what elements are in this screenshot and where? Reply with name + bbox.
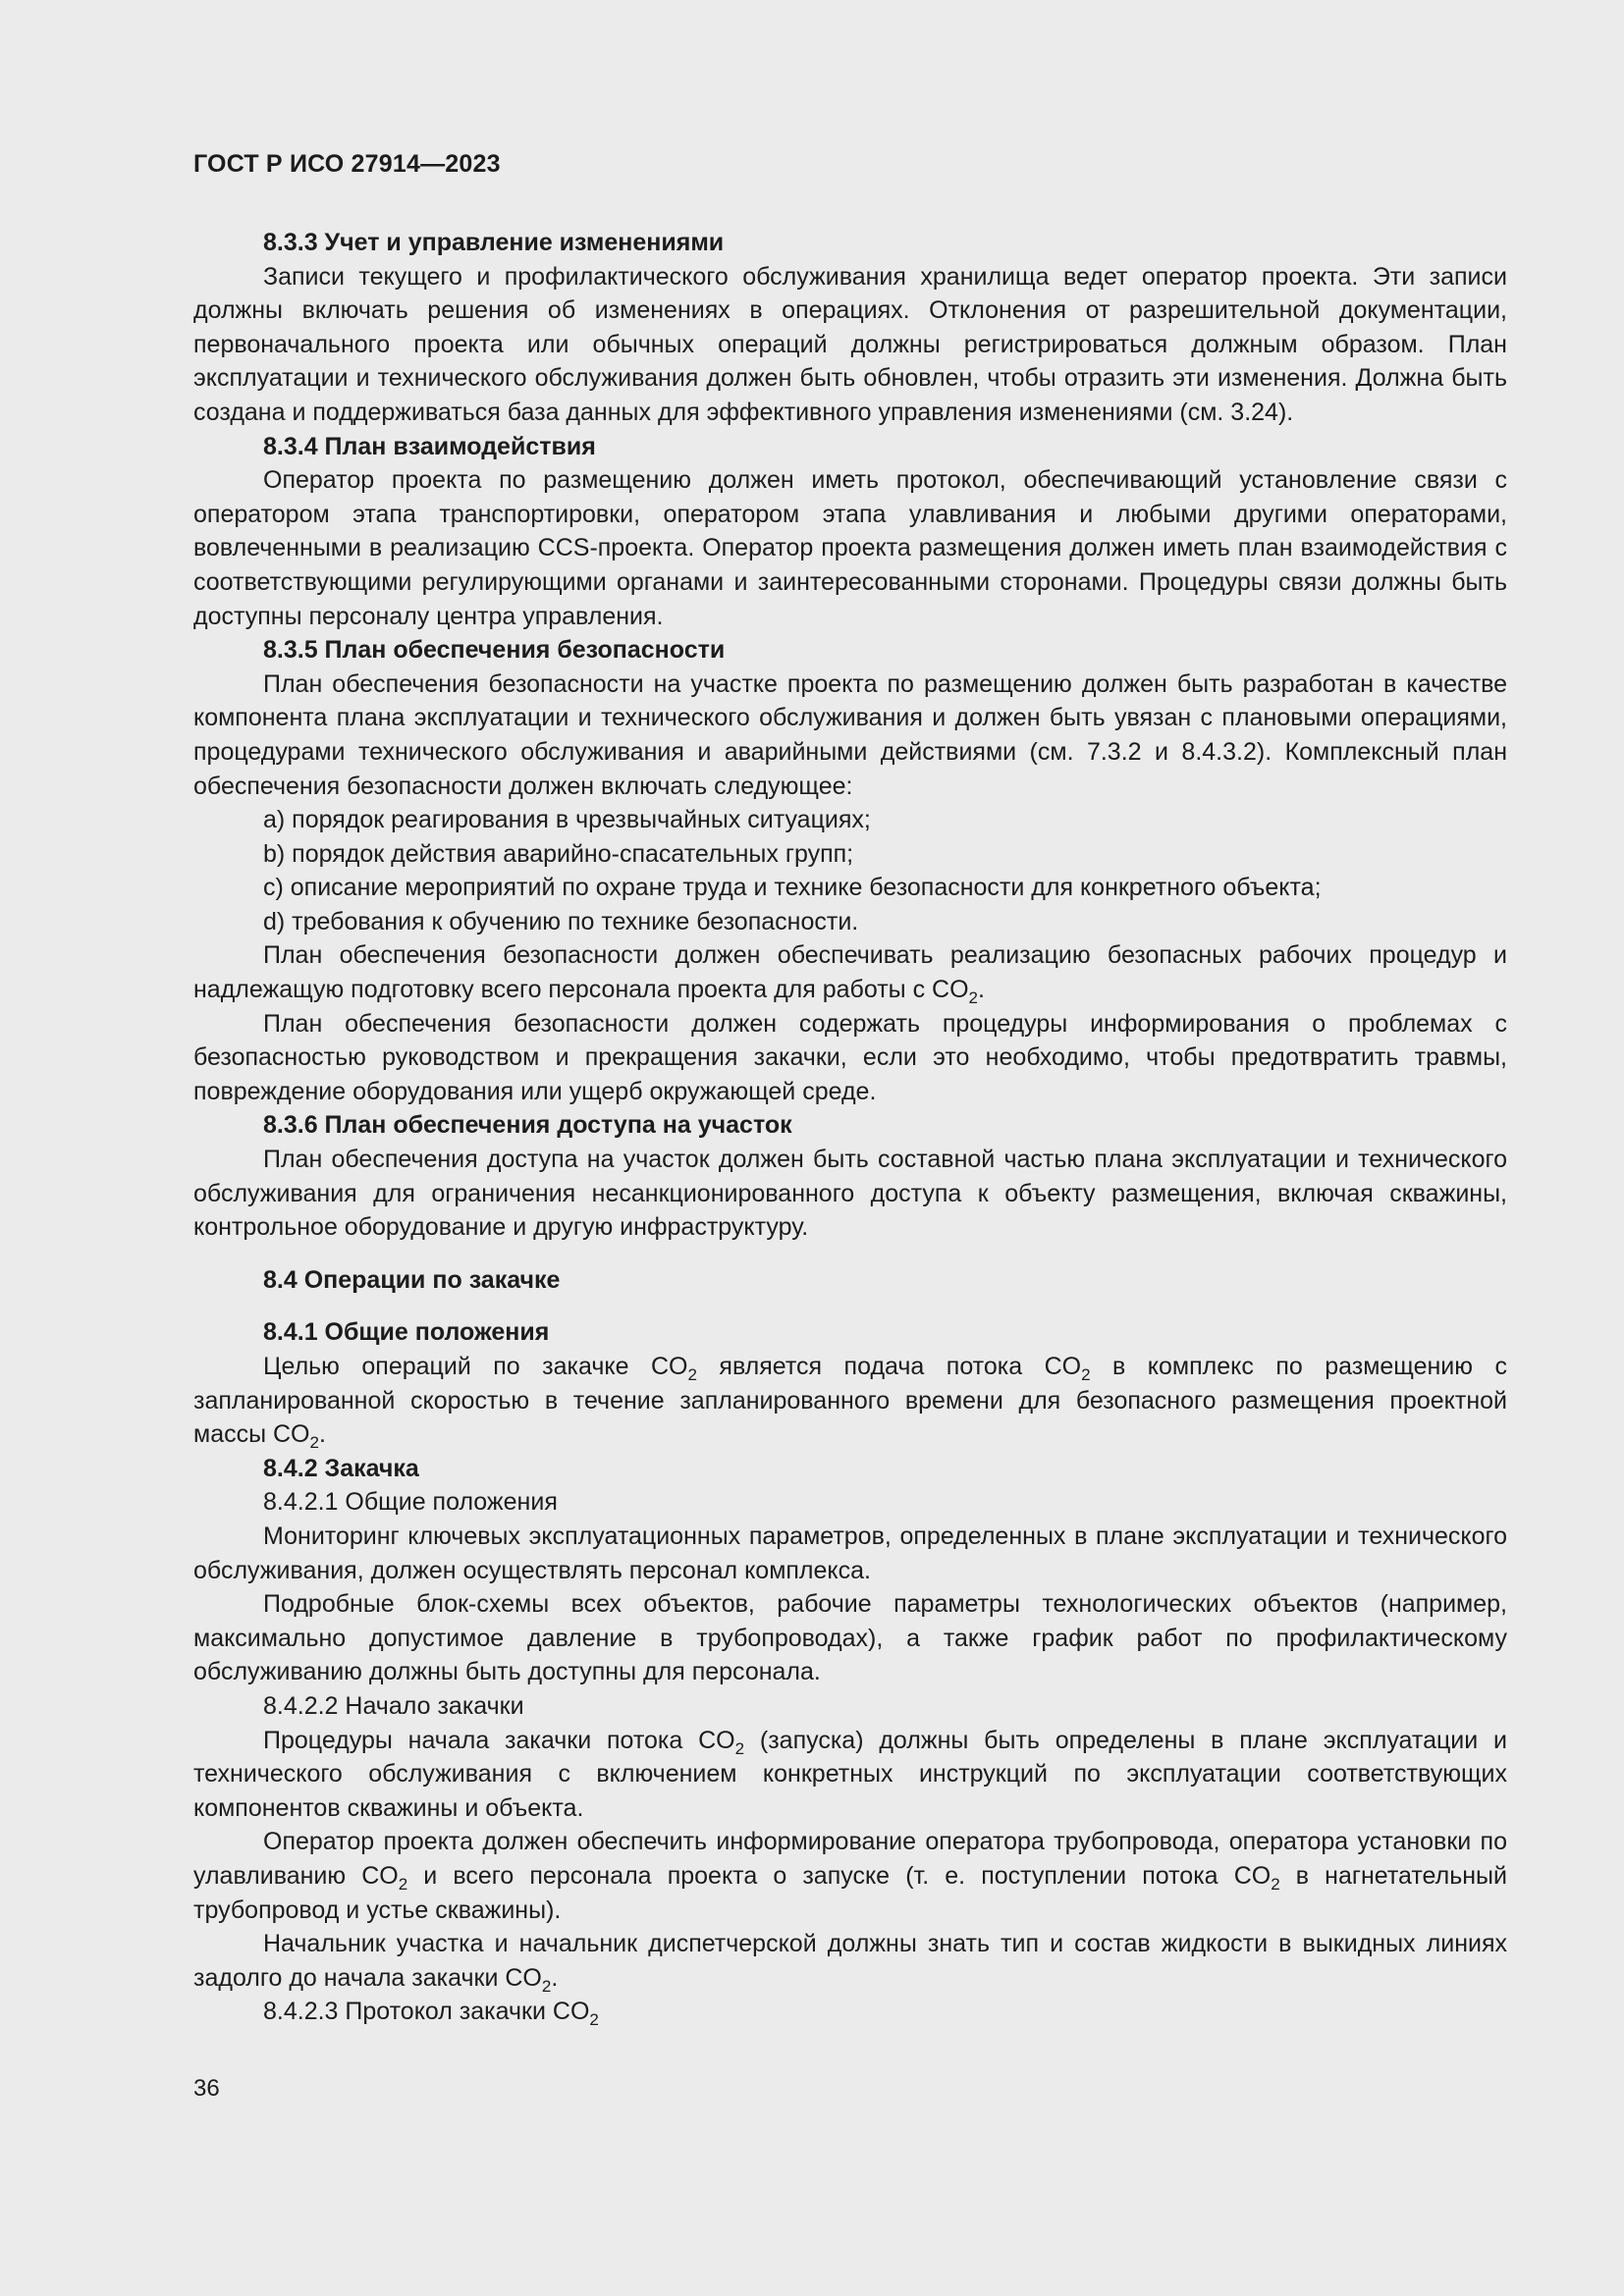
text-run: План обеспечения безопасности должен обеспечивать реализацию безопасных рабочих процедур и надлежащую подготовку всего персонала проекта для работы с CO — [193, 941, 1507, 1004]
subsection-heading-8-4-2-1: 8.4.2.1 Общие положения — [263, 1488, 558, 1517]
text-run: является подача потока CO — [696, 1353, 1082, 1380]
paragraph — [193, 1350, 1507, 1452]
paragraph — [193, 938, 1507, 1006]
text-run: Процедуры начала закачки потока CO — [263, 1726, 735, 1754]
paragraph: Мониторинг ключевых эксплуатационных параметров, определенных в плане эксплуатации и технического обслуживания, должен осуществлять персонал комплекса. — [193, 1522, 1507, 1584]
section-heading-8-3-3: 8.3.3 Учет и управление изменениями — [263, 229, 725, 256]
subscript: 2 — [398, 1874, 408, 1894]
page-number: 36 — [193, 2075, 220, 2102]
subsection-heading-8-4-2-3 — [193, 1995, 1507, 2029]
section-heading-8-3-6: 8.3.6 План обеспечения доступа на участок — [263, 1111, 792, 1140]
text-run: 8.4.2.3 Протокол закачки CO — [263, 1998, 590, 2026]
section-heading-8-4-2: 8.4.2 Закачка — [263, 1454, 419, 1482]
text-run: Начальник участка и начальник диспетчерской должны знать тип и состав жидкости в выкидных линиях задолго до начала закачки CO — [193, 1930, 1507, 1992]
section-heading-8-4-1: 8.4.1 Общие положения — [263, 1318, 550, 1347]
text-run: Целью операций по закачке CO — [263, 1353, 688, 1380]
section-heading-8-3-4: 8.3.4 План взаимодействия — [263, 432, 596, 460]
text-run: . — [551, 1963, 559, 1992]
subscript: 2 — [968, 988, 979, 1008]
text-run: Оператор проекта должен обеспечить информирование оператора трубопровода, оператора установки по улавливанию CO — [193, 1828, 1507, 1890]
subscript: 2 — [1081, 1365, 1091, 1384]
paragraph: Оператор проекта по размещению должен иметь протокол, обеспечивающий установление связи с оператором этапа транспортировки, оператором этапа улавливания и любыми другими операторами, вовлеченными в реализацию CCS-проекта. Оператор проекта размещения должен иметь план взаимодействия с соответствующими регулирующими органами и заинтересованными сторонами. Процедуры связи должны быть доступны персоналу центра управления. — [193, 466, 1507, 630]
paragraph — [193, 1927, 1507, 1995]
document-header: ГОСТ Р ИСО 27914—2023 — [193, 150, 501, 178]
subscript: 2 — [541, 1976, 552, 1996]
paragraph: Подробные блок-схемы всех объектов, рабочие параметры технологических объектов (например, максимально допустимое давление в трубопроводах), а также график работ по профилактическому обслуживанию должны быть доступны для персонала. — [193, 1590, 1507, 1686]
subscript: 2 — [687, 1365, 697, 1384]
text-run: . — [318, 1420, 326, 1449]
list-item: d) требования к обучению по технике безопасности. — [263, 907, 859, 935]
paragraph: План обеспечения безопасности должен содержать процедуры информирования о проблемах с безопасностью руководством и прекращения закачки, если это необходимо, чтобы предотвратить травмы, повреждение оборудования или ущерб окружающей среде. — [193, 1009, 1507, 1105]
subscript: 2 — [1271, 1874, 1280, 1894]
text-run: (запуска) должны быть определены в плане эксплуатации и технического обслуживания с включением конкретных инструкций по эксплуатации соответствующих компонентов скважины и объекта. — [193, 1726, 1507, 1822]
paragraph: План обеспечения безопасности на участке проекта по размещению должен быть разработан в качестве компонента плана эксплуатации и технического обслуживания и должен быть увязан с плановыми операциями, процедурами технического обслуживания и аварийными действиями (см. 7.3.2 и 8.4.3.2). Комплексный план обеспечения безопасности должен включать следующее: — [193, 669, 1507, 800]
paragraph — [193, 1825, 1507, 1927]
subsection-heading-8-4-2-2: 8.4.2.2 Начало закачки — [263, 1691, 524, 1720]
text-run: в комплекс по размещению с запланированной скоростью в течение запланированного времени для безопасного размещения проектной массы CO — [193, 1353, 1507, 1449]
text-run: и всего персонала проекта о запуске (т. е. поступлении потока CO — [407, 1861, 1272, 1890]
section-heading-8-3-5: 8.3.5 План обеспечения безопасности — [263, 636, 726, 665]
text-run: . — [978, 976, 985, 1004]
list-item: b) порядок действия аварийно-спасательных групп; — [263, 839, 854, 868]
document-body — [193, 226, 1507, 2029]
document-page — [193, 0, 1507, 2296]
section-heading-8-4: 8.4 Операции по закачке — [263, 1265, 561, 1294]
paragraph — [193, 1724, 1507, 1826]
subscript: 2 — [589, 2010, 599, 2030]
paragraph: Записи текущего и профилактического обслуживания хранилища ведет оператор проекта. Эти записи должны включать решения об изменениях в операциях. Отклонения от разрешительной документации, первоначального проекта или обычных операций должны регистрироваться должным образом. План эксплуатации и технического обслуживания должен быть обновлен, чтобы отразить эти изменения. Должна быть создана и поддерживаться база данных для эффективного управления изменениями (см. 3.24). — [193, 262, 1507, 426]
paragraph: План обеспечения доступа на участок должен быть составной частью плана эксплуатации и технического обслуживания для ограничения несанкционированного доступа к объекту размещения, включая скважины, контрольное оборудование и другую инфраструктуру. — [193, 1146, 1507, 1242]
list-item: a) порядок реагирования в чрезвычайных ситуациях; — [263, 806, 871, 834]
subscript: 2 — [734, 1738, 745, 1758]
text-run: в нагнетательный трубопровод и устье скважины). — [193, 1861, 1507, 1924]
list-item: c) описание мероприятий по охране труда и технике безопасности для конкретного объекта; — [263, 874, 1322, 902]
subscript: 2 — [309, 1433, 319, 1453]
